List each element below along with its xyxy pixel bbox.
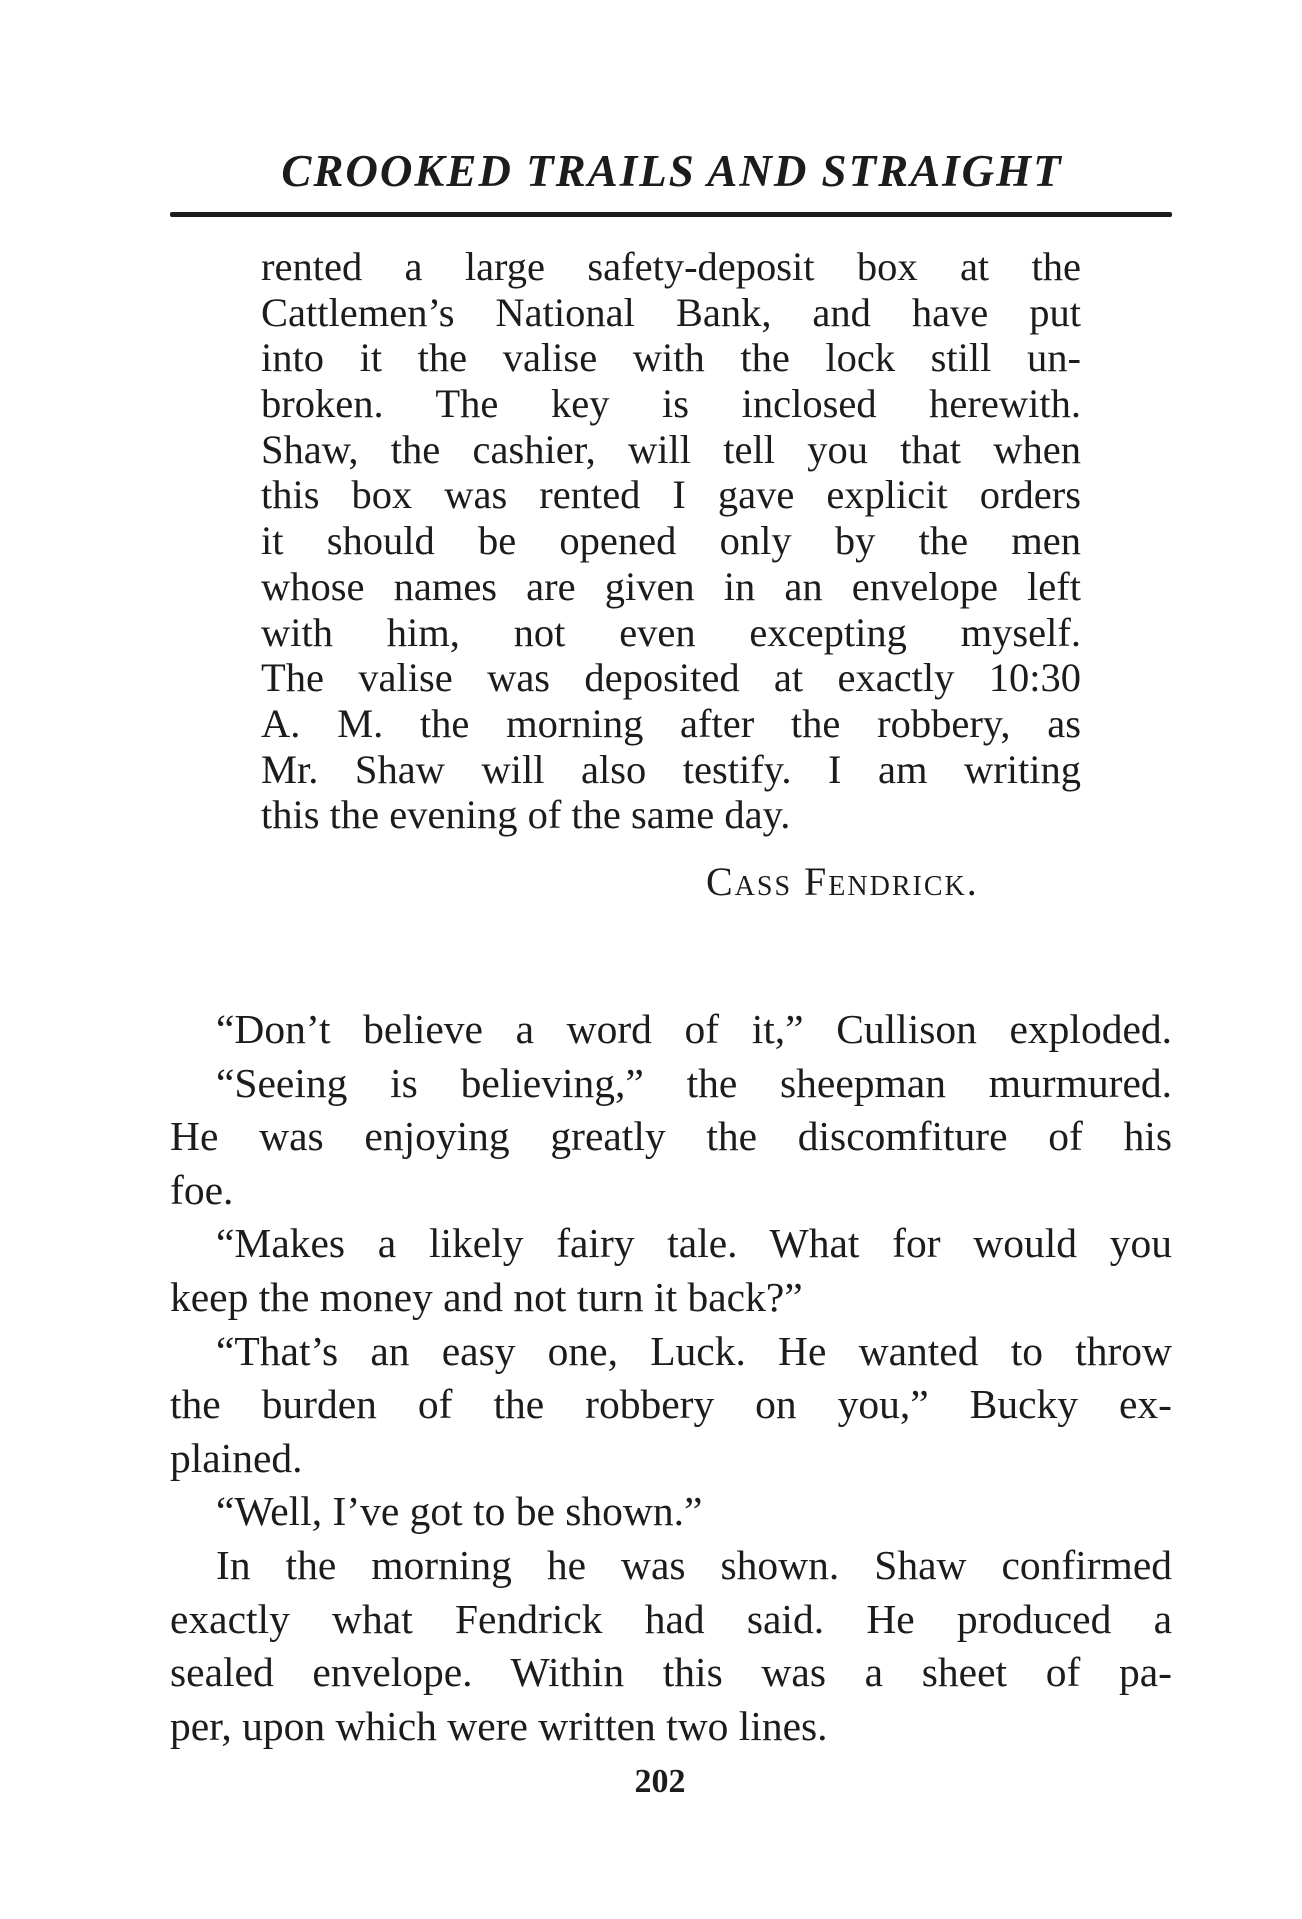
letter-signature: Cass Fendrick. — [706, 859, 979, 904]
story-block — [170, 1003, 1172, 1753]
story-line: keep the money and not turn it back?” — [170, 1273, 803, 1320]
letter-line: it should be opened only by the men — [261, 518, 1081, 564]
story-line: plained. — [170, 1434, 303, 1481]
story-line: foe. — [170, 1166, 234, 1213]
letter-line: with him, not even excepting myself. — [261, 609, 1081, 655]
letter-line: The valise was deposited at exactly 10:30 — [261, 655, 1081, 701]
story-line: the burden of the robbery on you,” Bucky ex- — [170, 1381, 1172, 1428]
story-line: “Seeing is believing,” the sheepman murmured. — [216, 1059, 1172, 1106]
story-line: sealed envelope. Within this was a sheet of pa- — [170, 1649, 1172, 1696]
story-line: “Well, I’ve got to be shown.” — [216, 1488, 703, 1535]
story-line: In the morning he was shown. Shaw confirmed — [216, 1541, 1172, 1588]
letter-line: this box was rented I gave explicit orders — [261, 472, 1081, 518]
header-rule — [170, 212, 1172, 217]
story-line: He was enjoying greatly the discomfiture of his — [170, 1113, 1172, 1160]
letter-line: A. M. the morning after the robbery, as — [261, 700, 1081, 746]
letter-line: Shaw, the cashier, will tell you that when — [261, 426, 1081, 472]
story-line: “Makes a likely fairy tale. What for would you — [216, 1220, 1172, 1267]
letter-line: Mr. Shaw will also testify. I am writing — [261, 746, 1081, 792]
letter-line: this the evening of the same day. — [261, 792, 791, 838]
letter-line: whose names are given in an envelope left — [261, 563, 1081, 609]
letter-line: into it the valise with the lock still un- — [261, 335, 1081, 381]
story-line: exactly what Fendrick had said. He produced a — [170, 1595, 1172, 1642]
story-line: per, upon which were written two lines. — [170, 1702, 828, 1749]
story-line: “That’s an easy one, Luck. He wanted to throw — [216, 1327, 1172, 1374]
page-number: 202 — [634, 1763, 686, 1800]
letter-line: rented a large safety-deposit box at the — [261, 244, 1081, 289]
running-head: CROOKED TRAILS AND STRAIGHT — [281, 146, 1063, 196]
story-line: “Don’t believe a word of it,” Cullison exploded. — [216, 1006, 1172, 1052]
letter-line: broken. The key is inclosed herewith. — [261, 381, 1081, 427]
letter-block — [261, 244, 1081, 838]
letter-line: Cattlemen’s National Bank, and have put — [261, 289, 1081, 335]
